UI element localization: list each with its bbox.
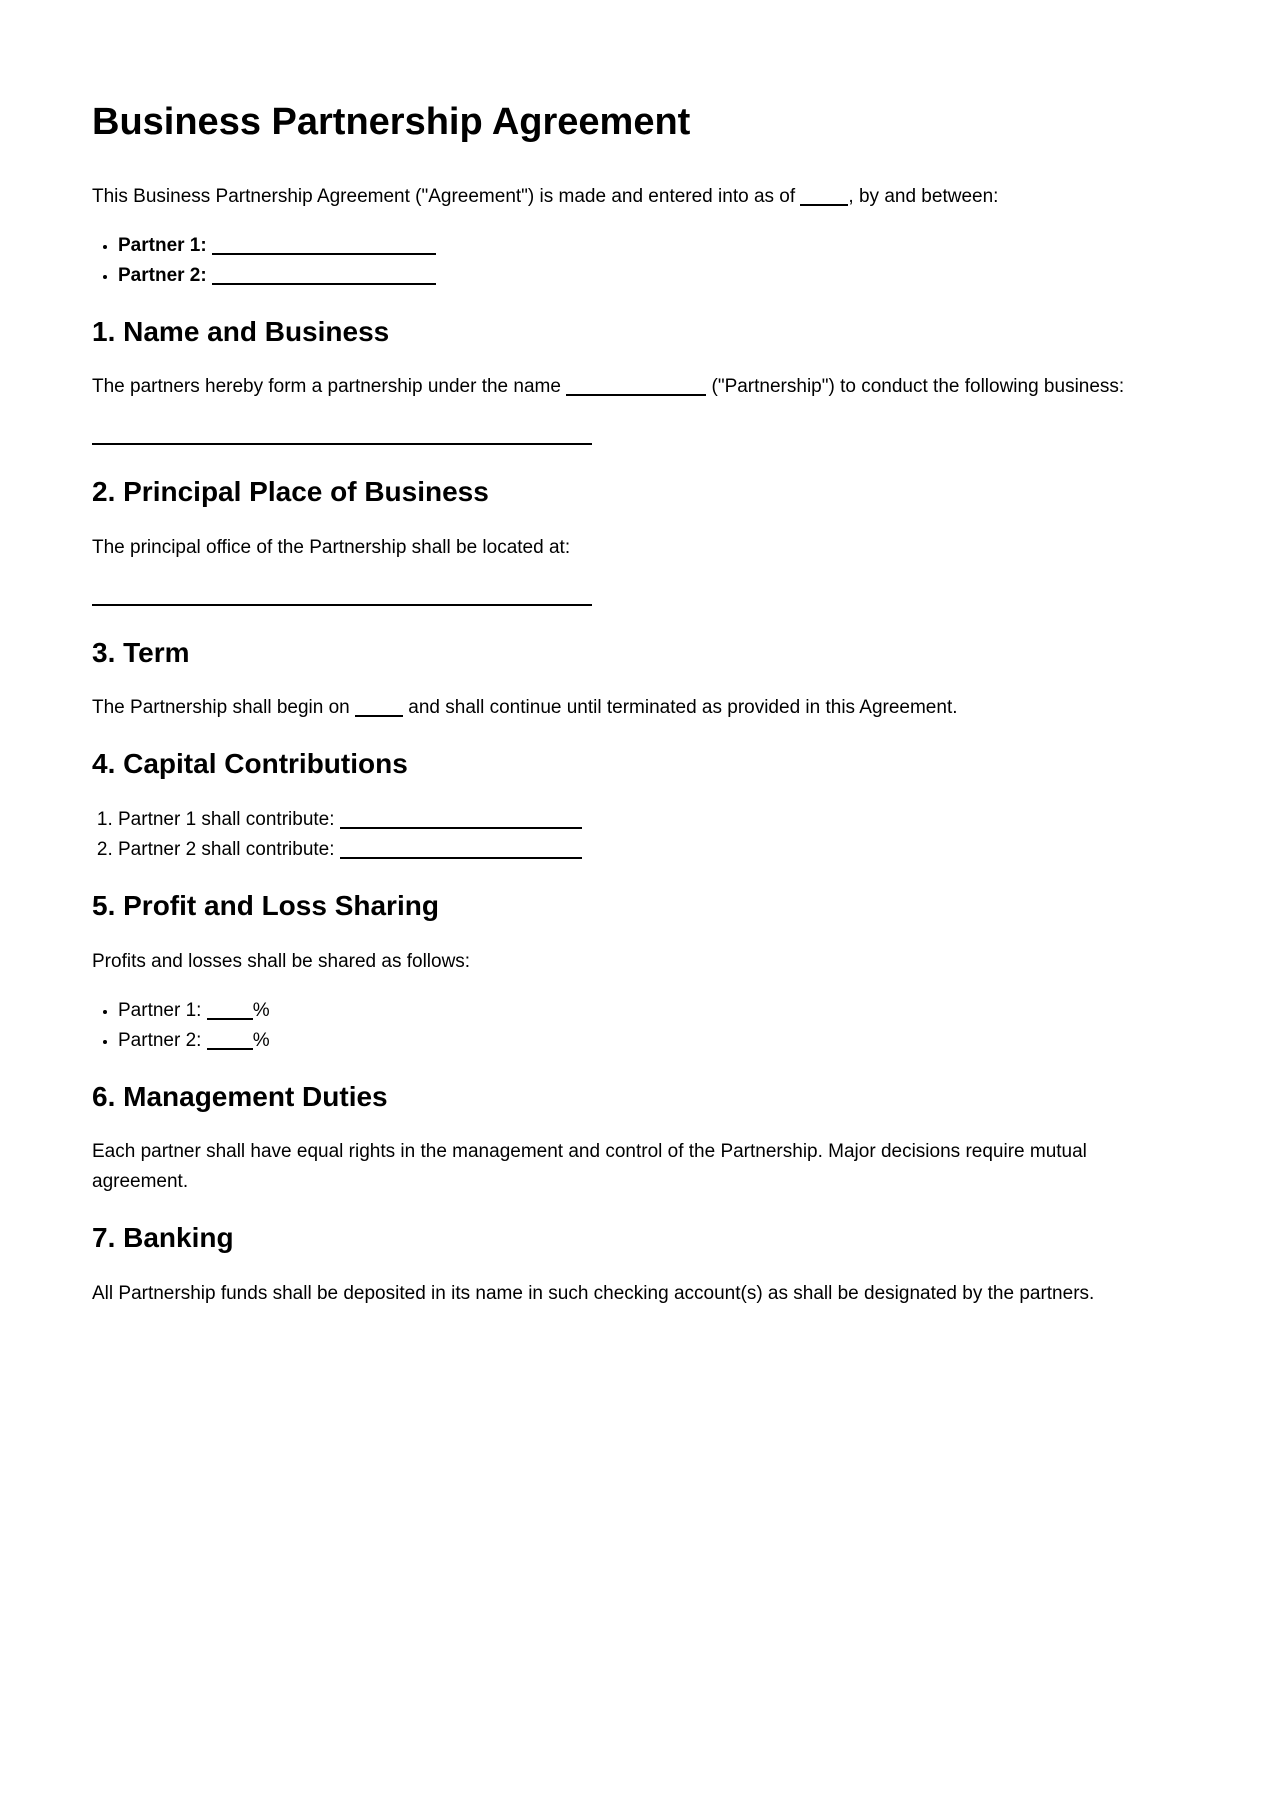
section-2-paragraph: The principal office of the Partnership shall be located at: [92, 536, 571, 558]
section-management [92, 1080, 1171, 1198]
capital-contributions-list [92, 805, 1171, 865]
section-6-heading: 6. Management Duties [92, 1080, 388, 1112]
section-1-text-before: The partners hereby form a partnership under the name [92, 376, 561, 398]
document-title: Business Partnership Agreement [92, 101, 691, 143]
section-banking [92, 1221, 1171, 1309]
section-5-heading: 5. Profit and Loss Sharing [92, 889, 439, 921]
section-1-paragraph [92, 372, 1171, 402]
fill-in-blank-contribution-2 [340, 856, 582, 859]
section-name-and-business [92, 315, 1171, 452]
section-profit-loss [92, 889, 1171, 1056]
section-capital-contributions [92, 747, 1171, 865]
section-4-heading: 4. Capital Contributions [92, 748, 408, 780]
section-2-heading: 2. Principal Place of Business [92, 476, 489, 508]
section-1-heading: 1. Name and Business [92, 315, 390, 347]
fill-in-blank-percentage-1 [207, 1017, 253, 1020]
section-5-paragraph: Profits and losses shall be shared as follows: [92, 950, 471, 972]
profit-share-2-suffix: % [252, 1029, 270, 1051]
fill-in-blank-business-description [92, 442, 592, 445]
partner-1-item [118, 231, 1171, 261]
profit-share-1-suffix: % [252, 999, 270, 1021]
section-3-paragraph [92, 693, 1171, 723]
profit-share-list [92, 996, 1171, 1056]
section-6-paragraph: Each partner shall have equal rights in the management and control of the Partnership. Major decisions require mutual agreement. [92, 1141, 1087, 1193]
business-description-line [92, 421, 1171, 451]
fill-in-blank-partnership-name [566, 393, 706, 396]
intro-paragraph [92, 182, 1171, 212]
profit-share-1-item [118, 996, 1171, 1026]
section-principal-place [92, 475, 1171, 612]
fill-in-blank-partner-1-name [212, 252, 436, 255]
intro-text-before: This Business Partnership Agreement ("Agreement") is made and entered into as of [92, 185, 796, 207]
partner-2-label: Partner 2: [118, 264, 207, 286]
section-3-text-after: and shall continue until terminated as provided in this Agreement. [408, 697, 958, 719]
partner-1-label: Partner 1: [118, 234, 207, 256]
fill-in-blank-office-address [92, 603, 592, 606]
office-address-line [92, 582, 1171, 612]
contribution-1-label: Partner 1 shall contribute: [118, 808, 335, 830]
fill-in-blank-contribution-1 [340, 826, 582, 829]
section-term [92, 636, 1171, 724]
contribution-1-item [118, 805, 1171, 835]
contribution-2-label: Partner 2 shall contribute: [118, 838, 335, 860]
section-3-text-before: The Partnership shall begin on [92, 697, 350, 719]
section-3-heading: 3. Term [92, 636, 190, 668]
partners-list [92, 231, 1171, 291]
profit-share-2-item [118, 1026, 1171, 1056]
section-7-paragraph: All Partnership funds shall be deposited in its name in such checking account(s) as shall be designated by the partners. [92, 1282, 1095, 1304]
profit-share-1-label: Partner 1: [118, 999, 202, 1021]
fill-in-blank-date [800, 203, 848, 206]
section-1-text-after: ("Partnership") to conduct the following business: [711, 376, 1125, 398]
partner-2-item [118, 261, 1171, 291]
intro-text-after: , by and between: [848, 185, 999, 207]
fill-in-blank-partner-2-name [212, 282, 436, 285]
fill-in-blank-percentage-2 [207, 1047, 253, 1050]
contribution-2-item [118, 835, 1171, 865]
section-7-heading: 7. Banking [92, 1222, 234, 1254]
profit-share-2-label: Partner 2: [118, 1029, 202, 1051]
fill-in-blank-start-date [355, 714, 403, 717]
